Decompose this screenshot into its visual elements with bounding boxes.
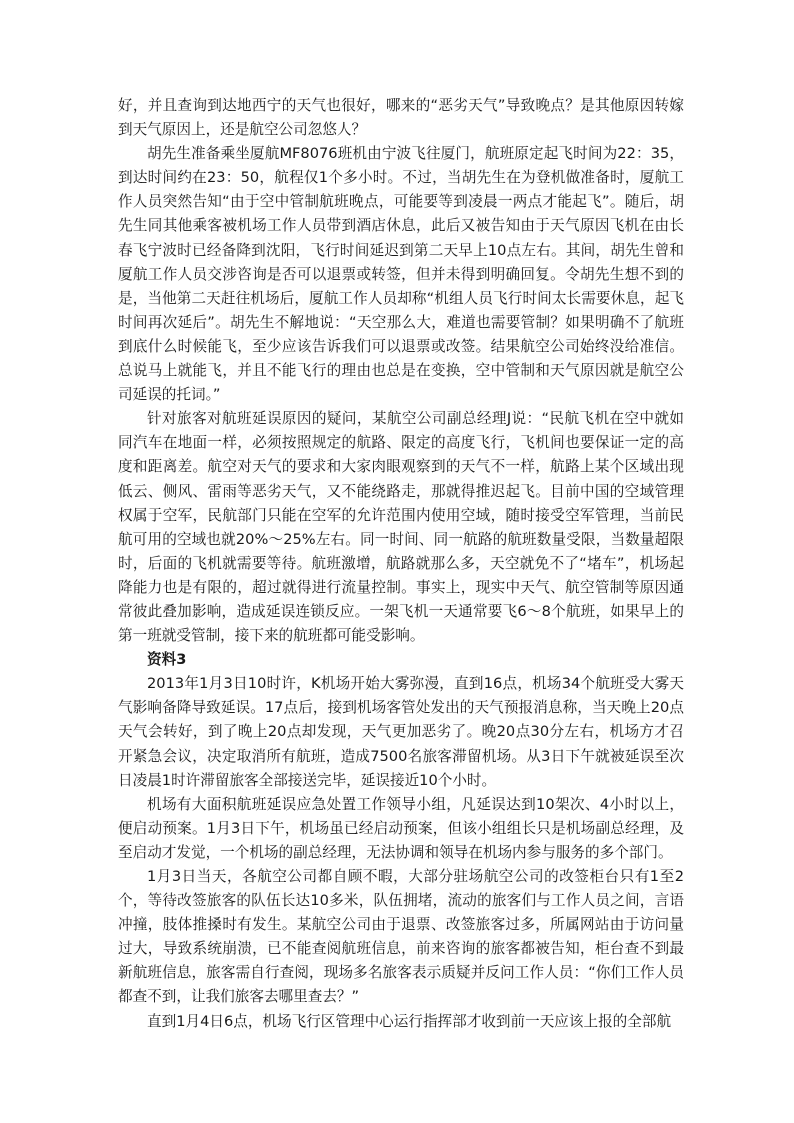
paragraph-counter-chaos: 1月3日当天，各航空公司都自顾不暇，大部分驻场航空公司的改签柜台只有1至2个，等待改签旅客的队伍长达10多米，队伍拥堵，流动的旅客们与工作人员之间，言语冲撞，肢体推搡时有发生。某航空公司由于退票、改签旅客过多，所属网站由于访问量过大，导致系统崩溃，已不能查阅航班信息，前来咨询的旅客都被告知，柜台查不到最新航班信息，旅客需自行查阅，现场多名旅客表示质疑并反问工作人员：“你们工作人员都查不到，让我们旅客去哪里查去？” [118,868,684,1006]
paragraph-airline-explanation: 针对旅客对航班延误原因的疑问，某航空公司副总经理J说：“民航飞机在空中就如同汽车在地面一样，必须按照规定的航路、限定的高度飞行，飞机间也要保证一定的高度和距离差。航空对天气的要求和大家肉眼观察到的天气不一样，航路上某个区域出现低云、侧风、雷雨等恶劣天气，又不能绕路走，那就得推迟起飞。目前中国的空域管理权属于空军，民航部门只能在空军的允许范围内使用空域，随时接受空军管理，当前民航可用的空域也就20%～25%左右。同一时间、同一航路的航班数量受限，当数量超限时，后面的飞机就需要等待。航班激增，航路就那么多，天空就免不了“堵车”，机场起降能力也是有限的，超过就得进行流量控制。事实上，现实中天气、航空管制等原因通常彼此叠加影响，造成延误连锁反应。一架飞机一天通常要飞6～8个航班，如果早上的第一班就受管制，接下来的航班都可能受影响。 [118,410,684,645]
paragraph-hu-case: 胡先生准备乘坐厦航MF8076班机由宁波飞往厦门，航班原定起飞时间为22：35，到达时间约在23：50，航程仅1个多小时。不过，当胡先生在为登机做准备时，厦航工作人员突然告知“由于空中管制航班晚点，可能要等到凌晨一两点才能起飞”。随后，胡先生同其他乘客被机场工作人员带到酒店休息，此后又被告知由于天气原因飞机在由长春飞宁波时已经备降到沈阳，飞行时间延迟到第二天早上10点左右。其间，胡先生曾和厦航工作人员交涉咨询是否可以退票或转签，但并未得到明确回复。令胡先生想不到的是，当他第二天赶往机场后，厦航工作人员却称“机组人员飞行时间太长需要休息，起飞时间再次延后”。胡先生不解地说：“天空那么大，难道也需要管制？如果明确不了航班到底什么时候能飞，至少应该告诉我们可以退票或改签。结果航空公司始终没给准信。总说马上就能飞，并且不能飞行的理由也总是在变换，空中管制和天气原因就是航空公司延误的托词。” [118,145,684,404]
document-body [118,94,684,1034]
paragraph-continued: 好，并且查询到达地西宁的天气也很好，哪来的“恶劣天气”导致晚点？是其他原因转嫁到天气原因上，还是航空公司忽悠人？ [118,97,684,139]
paragraph-emergency-plan: 机场有大面积航班延误应急处置工作领导小组，凡延误达到10架次、4小时以上，便启动预案。1月3日下午，机场虽已经启动预案，但该小组组长只是机场副总经理，及至启动才发觉，一个机场的副总经理，无法协调和领导在机场内参与服务的多个部门。 [118,795,684,861]
paragraph-final-report: 直到1月4日6点，机场飞行区管理中心运行指挥部才收到前一天应该上报的全部航 [147,1012,672,1030]
section-heading-material-3: 资料3 [147,651,187,669]
paragraph-fog-delay: 2013年1月3日10时许，K机场开始大雾弥漫，直到16点，机场34个航班受大雾天气影响备降导致延误。17点后，接到机场客管处发出的天气预报消息称，当天晚上20点天气会转好，到了晚上20点却发现，天气更加恶劣了。晚20点30分左右，机场方才召开紧急会议，决定取消所有航班，造成7500名旅客滞留机场。从3日下午就被延误至次日凌晨1时许滞留旅客全部接送完毕，延误接近10个小时。 [118,675,684,789]
